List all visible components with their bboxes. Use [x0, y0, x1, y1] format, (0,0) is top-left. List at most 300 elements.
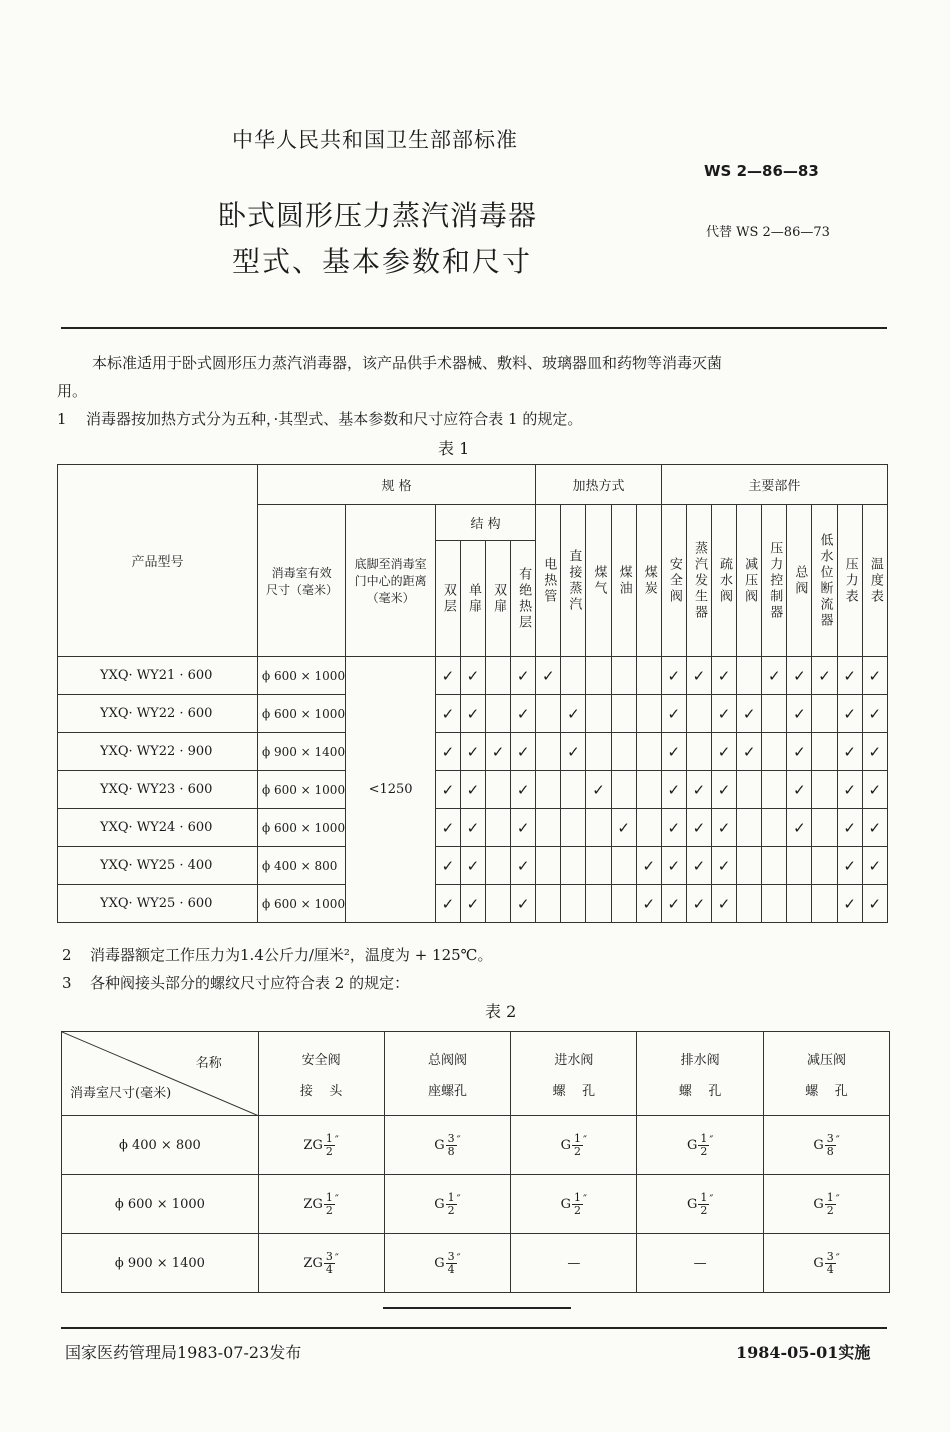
- header-model: 产品型号: [58, 465, 258, 657]
- check-mark: ✓: [511, 733, 536, 771]
- empty-cell: [486, 809, 511, 847]
- thread-cell: [764, 1175, 890, 1234]
- fraction-denominator: 2: [325, 1203, 333, 1217]
- check-mark: ✓: [837, 809, 862, 847]
- thread-prefix: G: [813, 1137, 824, 1153]
- chamber-size-cell: ϕ 600 × 1000: [257, 771, 345, 809]
- standard-number: WS 2—86—83: [704, 162, 819, 180]
- valve-thread: 接 头: [299, 1083, 343, 1099]
- check-mark: ✓: [737, 695, 762, 733]
- check-mark: ✓: [837, 733, 862, 771]
- table-row: [58, 733, 888, 771]
- clause-2-number: 2: [62, 946, 72, 964]
- thread-prefix: G: [686, 1196, 698, 1212]
- header-distance: 底脚至消毒室门中心的距离（毫米）: [346, 505, 435, 657]
- inch-mark: ″: [334, 1192, 339, 1206]
- empty-cell: [611, 695, 636, 733]
- fraction-numerator: 1: [574, 1131, 581, 1145]
- check-mark: ✓: [686, 657, 711, 695]
- distance-cell: <1250: [346, 657, 435, 923]
- fraction-numerator: 3: [826, 1131, 834, 1145]
- chamber-size-cell: ϕ 400 × 800: [257, 847, 345, 885]
- check-mark: ✓: [837, 771, 862, 809]
- thread-cell: [258, 1175, 384, 1234]
- header-spec: 规 格: [257, 465, 535, 505]
- valve-name: 排水阀: [680, 1052, 720, 1068]
- check-mark: ✓: [712, 771, 737, 809]
- chamber-size-cell: ϕ 600 × 1000: [257, 657, 345, 695]
- inch-mark: ″: [835, 1192, 840, 1206]
- fraction-numerator: 1: [325, 1131, 333, 1145]
- publish-date: 国家医药管理局1983-07-23发布: [65, 1343, 302, 1362]
- check-mark: ✓: [862, 847, 887, 885]
- thread-cell: [384, 1234, 511, 1293]
- empty-cell: [812, 695, 837, 733]
- thread-prefix: G: [560, 1137, 571, 1153]
- empty-cell: [812, 733, 837, 771]
- thread-prefix: G: [813, 1196, 824, 1212]
- thread-cell: [637, 1234, 764, 1293]
- fraction-denominator: 4: [447, 1262, 455, 1276]
- empty-cell: [812, 771, 837, 809]
- table-2: [61, 1031, 890, 1293]
- empty-cell: [561, 657, 586, 695]
- check-mark: ✓: [862, 695, 887, 733]
- inch-mark: ″: [583, 1133, 588, 1147]
- thread-prefix: ZG: [303, 1255, 323, 1271]
- check-mark: ✓: [460, 733, 485, 771]
- empty-cell: [762, 847, 787, 885]
- valve-header: [258, 1032, 384, 1116]
- empty-cell: [611, 885, 636, 923]
- empty-cell: [636, 733, 661, 771]
- page-title: 卧式圆形压力蒸汽消毒器: [218, 199, 538, 232]
- table-row: [58, 847, 888, 885]
- model-cell: YXQ· WY22 · 600: [58, 695, 258, 733]
- intro-line2: 用。: [57, 382, 88, 400]
- dash: —: [693, 1255, 707, 1271]
- inch-mark: ″: [456, 1192, 461, 1206]
- table-row: [58, 771, 888, 809]
- valve-name: 进水阀: [554, 1052, 594, 1068]
- check-mark: ✓: [661, 885, 686, 923]
- chamber-size-cell: ϕ 400 × 800: [62, 1116, 259, 1175]
- empty-cell: [812, 847, 837, 885]
- table-1: [57, 464, 888, 923]
- check-mark: ✓: [460, 847, 485, 885]
- fraction-numerator: 3: [325, 1249, 333, 1263]
- thread-fraction: [446, 1133, 457, 1158]
- check-mark: ✓: [787, 695, 812, 733]
- empty-cell: [586, 809, 611, 847]
- valve-header: [384, 1032, 511, 1116]
- valve-thread: 螺 孔: [678, 1083, 722, 1099]
- col-header: 电热管: [541, 556, 557, 605]
- fraction-denominator: 4: [826, 1262, 834, 1276]
- corner-bottom-label: 消毒室尺寸(毫米): [70, 1086, 172, 1101]
- empty-cell: [561, 847, 586, 885]
- empty-cell: [611, 771, 636, 809]
- empty-cell: [737, 885, 762, 923]
- check-mark: ✓: [661, 809, 686, 847]
- inch-mark: ″: [835, 1133, 840, 1147]
- inch-mark: ″: [456, 1133, 461, 1147]
- check-mark: ✓: [686, 771, 711, 809]
- empty-cell: [686, 695, 711, 733]
- empty-cell: [636, 695, 661, 733]
- header-structure: 结 构: [435, 505, 535, 541]
- check-mark: ✓: [837, 695, 862, 733]
- check-mark: ✓: [460, 657, 485, 695]
- header-chamber-size: 消毒室有效尺寸（毫米）: [257, 505, 345, 657]
- model-cell: YXQ· WY25 · 600: [58, 885, 258, 923]
- empty-cell: [762, 809, 787, 847]
- model-cell: YXQ· WY24 · 600: [58, 809, 258, 847]
- empty-cell: [762, 771, 787, 809]
- check-mark: ✓: [661, 771, 686, 809]
- clause-3-text: 各种阀接头部分的螺纹尺寸应符合表 2 的规定：: [90, 974, 410, 992]
- replaces-standard: 代替 WS 2—86—73: [706, 225, 830, 240]
- thread-prefix: G: [560, 1196, 571, 1212]
- fraction-denominator: 2: [826, 1203, 834, 1217]
- clause-2-text: 消毒器额定工作压力为1.4公斤力/厘米²，温度为 + 125℃。: [90, 946, 493, 964]
- col-header: 减压阀: [742, 556, 758, 605]
- check-mark: ✓: [435, 809, 460, 847]
- check-mark: ✓: [611, 809, 636, 847]
- fraction-numerator: 1: [447, 1190, 455, 1204]
- thread-prefix: ZG: [303, 1196, 323, 1212]
- check-mark: ✓: [837, 885, 862, 923]
- col-header: 双扉: [491, 582, 507, 615]
- valve-thread: 螺 孔: [805, 1083, 848, 1099]
- footer-divider: [61, 1327, 887, 1329]
- empty-cell: [586, 695, 611, 733]
- check-mark: ✓: [511, 847, 536, 885]
- empty-cell: [536, 695, 561, 733]
- check-mark: ✓: [686, 847, 711, 885]
- check-mark: ✓: [812, 657, 837, 695]
- check-mark: ✓: [460, 695, 485, 733]
- thread-fraction: [324, 1251, 335, 1276]
- check-mark: ✓: [536, 657, 561, 695]
- thread-fraction: [572, 1133, 583, 1158]
- empty-cell: [636, 657, 661, 695]
- col-header: 压力表: [842, 556, 858, 605]
- check-mark: ✓: [486, 733, 511, 771]
- thread-fraction: [446, 1251, 457, 1276]
- thread-prefix: G: [813, 1255, 824, 1271]
- fraction-denominator: 8: [447, 1144, 455, 1158]
- table-2-caption: 表 2: [485, 1002, 517, 1021]
- inch-mark: ″: [835, 1251, 840, 1265]
- col-header: 疏水阀: [717, 556, 733, 605]
- col-header: 总阀: [792, 564, 808, 597]
- table-1-caption: 表 1: [438, 439, 470, 458]
- thread-fraction: [825, 1251, 836, 1276]
- inch-mark: ″: [334, 1133, 339, 1147]
- chamber-size-cell: ϕ 900 × 1400: [257, 733, 345, 771]
- thread-fraction: [825, 1133, 836, 1158]
- check-mark: ✓: [712, 733, 737, 771]
- empty-cell: [611, 657, 636, 695]
- inch-mark: ″: [709, 1133, 714, 1147]
- inch-mark: ″: [583, 1192, 588, 1206]
- check-mark: ✓: [787, 809, 812, 847]
- thread-cell: [637, 1175, 764, 1234]
- clause-3-number: 3: [62, 974, 72, 992]
- col-header: 单扉: [465, 582, 481, 615]
- inch-mark: ″: [334, 1251, 339, 1265]
- empty-cell: [486, 695, 511, 733]
- empty-cell: [536, 885, 561, 923]
- thread-prefix: G: [434, 1255, 445, 1271]
- fraction-numerator: 1: [700, 1190, 708, 1204]
- check-mark: ✓: [661, 733, 686, 771]
- fraction-denominator: 2: [700, 1144, 708, 1158]
- check-mark: ✓: [586, 771, 611, 809]
- check-mark: ✓: [561, 733, 586, 771]
- header-divider: [61, 327, 887, 329]
- check-mark: ✓: [686, 885, 711, 923]
- empty-cell: [762, 885, 787, 923]
- header-main-parts: 主要部件: [661, 465, 887, 505]
- empty-cell: [586, 847, 611, 885]
- thread-cell: [511, 1116, 637, 1175]
- thread-fraction: [825, 1192, 836, 1217]
- fraction-denominator: 8: [826, 1144, 834, 1158]
- empty-cell: [737, 771, 762, 809]
- page-subtitle: 型式、基本参数和尺寸: [232, 245, 533, 278]
- inch-mark: ″: [709, 1192, 714, 1206]
- model-cell: YXQ· WY21 · 600: [58, 657, 258, 695]
- fraction-numerator: 1: [826, 1190, 834, 1204]
- check-mark: ✓: [712, 809, 737, 847]
- check-mark: ✓: [636, 885, 661, 923]
- empty-cell: [762, 695, 787, 733]
- thread-prefix: G: [686, 1137, 698, 1153]
- check-mark: ✓: [661, 847, 686, 885]
- check-mark: ✓: [435, 657, 460, 695]
- col-header: 煤炭: [641, 564, 657, 597]
- thread-fraction: [324, 1192, 335, 1217]
- fraction-numerator: 3: [447, 1131, 455, 1145]
- check-mark: ✓: [435, 733, 460, 771]
- valve-header: [511, 1032, 637, 1116]
- check-mark: ✓: [561, 695, 586, 733]
- empty-cell: [586, 733, 611, 771]
- thread-prefix: G: [434, 1137, 445, 1153]
- fraction-numerator: 1: [700, 1131, 708, 1145]
- empty-cell: [586, 885, 611, 923]
- empty-cell: [762, 733, 787, 771]
- fraction-numerator: 1: [574, 1190, 581, 1204]
- chamber-size-cell: ϕ 600 × 1000: [257, 809, 345, 847]
- empty-cell: [536, 847, 561, 885]
- valve-header: [637, 1032, 764, 1116]
- check-mark: ✓: [661, 657, 686, 695]
- dash: —: [567, 1255, 581, 1271]
- check-mark: ✓: [511, 657, 536, 695]
- chamber-size-cell: ϕ 600 × 1000: [257, 885, 345, 923]
- empty-cell: [486, 885, 511, 923]
- clause-1-number: 1: [57, 410, 67, 428]
- valve-name: 总阀阀: [427, 1052, 467, 1068]
- check-mark: ✓: [862, 733, 887, 771]
- thread-cell: [764, 1234, 890, 1293]
- clause-1-text: 消毒器按加热方式分为五种，·其型式、基本参数和尺寸应符合表 1 的规定。: [86, 410, 583, 428]
- valve-name: 安全阀: [301, 1052, 341, 1068]
- model-cell: YXQ· WY22 · 900: [58, 733, 258, 771]
- inch-mark: ″: [456, 1251, 461, 1265]
- thread-cell: [511, 1175, 637, 1234]
- thread-fraction: [324, 1133, 335, 1158]
- empty-cell: [787, 885, 812, 923]
- thread-fraction: [446, 1192, 457, 1217]
- thread-cell: [637, 1116, 764, 1175]
- check-mark: ✓: [460, 771, 485, 809]
- empty-cell: [586, 657, 611, 695]
- col-header: 煤油: [616, 564, 632, 597]
- check-mark: ✓: [787, 657, 812, 695]
- col-header: 煤气: [591, 564, 607, 597]
- col-header: 直接蒸汽: [566, 548, 582, 613]
- model-cell: YXQ· WY23 · 600: [58, 771, 258, 809]
- check-mark: ✓: [787, 771, 812, 809]
- col-header: 蒸汽发生器: [691, 540, 707, 621]
- valve-thread: 螺 孔: [552, 1083, 596, 1099]
- col-header: 安全阀: [666, 556, 682, 605]
- table-row: [58, 695, 888, 733]
- check-mark: ✓: [435, 885, 460, 923]
- check-mark: ✓: [862, 657, 887, 695]
- empty-cell: [486, 847, 511, 885]
- table-row: [58, 657, 888, 695]
- empty-cell: [686, 733, 711, 771]
- check-mark: ✓: [511, 885, 536, 923]
- table-row: [58, 885, 888, 923]
- check-mark: ✓: [862, 771, 887, 809]
- check-mark: ✓: [712, 885, 737, 923]
- empty-cell: [737, 809, 762, 847]
- check-mark: ✓: [435, 695, 460, 733]
- fraction-denominator: 4: [325, 1262, 333, 1276]
- corner-header: [62, 1032, 259, 1116]
- empty-cell: [812, 885, 837, 923]
- check-mark: ✓: [661, 695, 686, 733]
- check-mark: ✓: [837, 657, 862, 695]
- valve-header: [764, 1032, 890, 1116]
- table-row: [62, 1234, 890, 1293]
- thread-cell: [258, 1116, 384, 1175]
- thread-fraction: [572, 1192, 583, 1217]
- col-header: 压力控制器: [767, 540, 783, 621]
- check-mark: ✓: [511, 809, 536, 847]
- fraction-numerator: 1: [325, 1190, 333, 1204]
- model-cell: YXQ· WY25 · 400: [58, 847, 258, 885]
- check-mark: ✓: [787, 733, 812, 771]
- thread-cell: [384, 1175, 511, 1234]
- fraction-denominator: 2: [700, 1203, 708, 1217]
- check-mark: ✓: [686, 809, 711, 847]
- thread-fraction: [698, 1192, 709, 1217]
- empty-cell: [812, 809, 837, 847]
- empty-cell: [787, 847, 812, 885]
- table-row: [62, 1116, 890, 1175]
- chamber-size-cell: ϕ 900 × 1400: [62, 1234, 259, 1293]
- empty-cell: [561, 885, 586, 923]
- fraction-denominator: 2: [325, 1144, 333, 1158]
- thread-cell: [258, 1234, 384, 1293]
- fraction-numerator: 3: [447, 1249, 455, 1263]
- fraction-denominator: 2: [574, 1203, 581, 1217]
- thread-cell: [384, 1116, 511, 1175]
- check-mark: ✓: [460, 809, 485, 847]
- thread-fraction: [698, 1133, 709, 1158]
- empty-cell: [737, 657, 762, 695]
- empty-cell: [536, 733, 561, 771]
- end-rule: [383, 1307, 571, 1309]
- check-mark: ✓: [737, 733, 762, 771]
- check-mark: ✓: [712, 695, 737, 733]
- corner-top-label: 名称: [195, 1056, 222, 1071]
- corner-diagonal: [62, 1032, 258, 1116]
- check-mark: ✓: [712, 657, 737, 695]
- col-header: 双层: [440, 582, 456, 615]
- empty-cell: [561, 809, 586, 847]
- empty-cell: [536, 771, 561, 809]
- empty-cell: [561, 771, 586, 809]
- empty-cell: [636, 809, 661, 847]
- fraction-denominator: 2: [447, 1203, 455, 1217]
- intro-line1: 本标准适用于卧式圆形压力蒸汽消毒器，该产品供手术器械、敷料、玻璃器皿和药物等消毒灭菌: [92, 354, 723, 372]
- check-mark: ✓: [435, 847, 460, 885]
- thread-prefix: ZG: [303, 1137, 323, 1153]
- check-mark: ✓: [862, 809, 887, 847]
- fraction-denominator: 2: [574, 1144, 581, 1158]
- check-mark: ✓: [435, 771, 460, 809]
- empty-cell: [486, 657, 511, 695]
- thread-prefix: G: [434, 1196, 445, 1212]
- valve-name: 减压阀: [807, 1052, 847, 1068]
- check-mark: ✓: [837, 847, 862, 885]
- col-header: 有绝热层: [516, 566, 532, 631]
- empty-cell: [611, 847, 636, 885]
- check-mark: ✓: [762, 657, 787, 695]
- check-mark: ✓: [511, 695, 536, 733]
- check-mark: ✓: [511, 771, 536, 809]
- valve-thread: 座螺孔: [427, 1083, 467, 1099]
- effective-date: 1984-05-01实施: [736, 1343, 871, 1362]
- check-mark: ✓: [460, 885, 485, 923]
- empty-cell: [486, 771, 511, 809]
- table-row: [58, 809, 888, 847]
- col-header: 温度表: [867, 556, 883, 605]
- fraction-numerator: 3: [826, 1249, 834, 1263]
- chamber-size-cell: ϕ 600 × 1000: [257, 695, 345, 733]
- check-mark: ✓: [712, 847, 737, 885]
- table-row: [62, 1175, 890, 1234]
- header-heating: 加热方式: [536, 465, 662, 505]
- col-header: 低水位断流器: [817, 532, 833, 629]
- empty-cell: [636, 771, 661, 809]
- empty-cell: [536, 809, 561, 847]
- empty-cell: [611, 733, 636, 771]
- check-mark: ✓: [636, 847, 661, 885]
- thread-cell: [764, 1116, 890, 1175]
- chamber-size-cell: ϕ 600 × 1000: [62, 1175, 259, 1234]
- check-mark: ✓: [862, 885, 887, 923]
- issuing-authority: 中华人民共和国卫生部部标准: [232, 128, 518, 152]
